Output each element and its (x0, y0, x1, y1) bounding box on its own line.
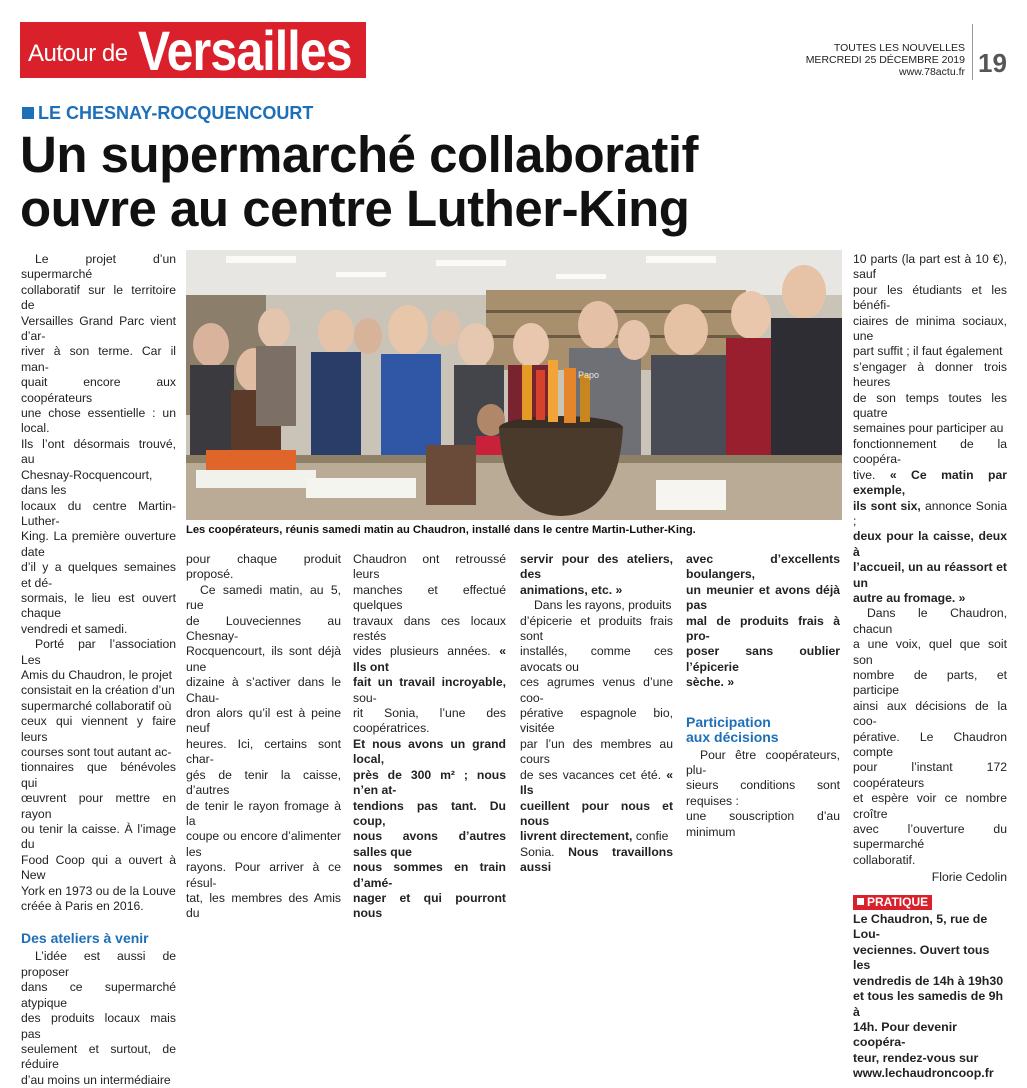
text-line: avec l’ouverture du supermarché (853, 822, 1007, 852)
banner-small-text: Autour de (28, 40, 128, 67)
text-line: pour chaque produit proposé. (186, 552, 341, 582)
text-line: Food Coop qui a ouvert à New (21, 852, 176, 883)
quote-text: deux pour la caisse, deux à (853, 529, 1007, 559)
section-square-icon (22, 107, 34, 119)
text-line: pour l’instant 172 coopérateurs (853, 760, 1007, 790)
banner-city-name: Versailles (138, 19, 352, 82)
text-line: a une voix, quel que soit son (853, 637, 1007, 667)
quote-text: Nous travaillons aussi (520, 844, 673, 875)
text-line: semaines pour participer au (853, 421, 1004, 436)
page-number: 19 (978, 48, 1007, 78)
pratique-tag (853, 895, 932, 910)
text-line: supermarché collaboratif où (21, 698, 172, 713)
text-line: tive. (853, 467, 876, 482)
text-line: sormais, le lieu est ouvert chaque (21, 590, 176, 621)
text-line: Ce samedi matin, au 5, rue (186, 582, 341, 613)
section-label (22, 103, 313, 124)
quote-text: animations, etc. » (520, 582, 623, 597)
article-column-2 (186, 552, 341, 922)
text-line: s’engager à donner trois heures (853, 359, 1007, 390)
text-line: créée à Paris en 2016. (21, 899, 144, 914)
text-line: et tous les samedis de 9h à (853, 989, 1004, 1019)
article-photo (186, 250, 842, 520)
text-line: dron alors qu’il est à peine neuf (186, 706, 341, 736)
subheading-line: aux décisions (686, 728, 779, 745)
text-line: gés de tenir la caisse, d’autres (186, 767, 341, 798)
publication-info (806, 42, 965, 78)
text-line: teur, rendez-vous sur (853, 1050, 979, 1065)
text-line: courses sont tout autant ac- (21, 745, 172, 759)
quote-text: servir pour des ateliers, des (520, 552, 673, 582)
photo-shirt-text: Papo (578, 370, 600, 380)
text-line: part suffit ; il faut également (853, 344, 1003, 359)
text-line: pérative. Le Chaudron compte (853, 729, 1007, 759)
text-line: sieurs conditions sont requises : (686, 778, 840, 808)
text-line: Chaudron ont retroussé leurs (353, 552, 506, 582)
quote-text: poser sans oublier l’épicerie (686, 644, 840, 674)
quote-text: près de 300 m² ; nous n’en at- (353, 767, 506, 798)
text-line: quait encore aux coopérateurs (21, 375, 176, 405)
quote-text: sèche. » (686, 675, 735, 690)
article-column-1 (21, 252, 176, 1088)
text-line: Rocquencourt, ils sont déjà une (186, 644, 341, 674)
quote-text: mal de produits frais à pro- (686, 613, 840, 644)
pratique-box (853, 895, 1007, 1082)
pratique-square-icon (857, 898, 864, 905)
headline-line-1: Un supermarché collaboratif (20, 126, 699, 183)
subheading-participation (686, 715, 840, 745)
text-line: nombre de parts, et participe (853, 667, 1007, 698)
text-line: ou tenir la caisse. À l’image du (21, 822, 176, 852)
text-line: Ils l’ont désormais trouvé, au (21, 436, 176, 467)
section-label-text: LE CHESNAY-ROCQUENCOURT (38, 103, 314, 123)
text-line: dans ce supermarché atypique (21, 980, 176, 1010)
text-line: confie (635, 829, 669, 844)
text-line: une souscription d’au minimum (686, 809, 840, 839)
text-line: des produits locaux mais pas (21, 1011, 176, 1041)
text-line: locaux du centre Martin-Luther- (21, 498, 176, 528)
text-line: seulement et surtout, de réduire (21, 1041, 176, 1072)
text-line: dizaine à s’activer dans le Chau- (186, 675, 341, 705)
header-divider (972, 24, 973, 80)
text-line: Le Chaudron, 5, rue de Lou- (853, 912, 988, 942)
text-line: Dans le Chaudron, chacun (853, 606, 1007, 636)
article-headline (20, 128, 1010, 236)
text-line: manches et effectué quelques (353, 582, 506, 613)
pratique-label: PRATIQUE (867, 894, 929, 909)
text-line: annonce Sonia ; (853, 498, 1007, 528)
text-line: L’idée est aussi de proposer (21, 949, 176, 979)
text-line: ciaires de minima sociaux, une (853, 313, 1007, 344)
text-line: de ses vacances cet été. (520, 767, 662, 782)
text-line: Sonia. (520, 844, 555, 859)
text-line: œuvrent pour mettre en rayon (21, 791, 176, 821)
text-line: collaboratif sur le territoire de (21, 282, 176, 313)
text-line: ces agrumes venus d’une coo- (520, 675, 673, 705)
text-line: d’épicerie et produits frais sont (520, 613, 673, 644)
text-line: tat, les membres des Amis du (186, 890, 341, 921)
quote-text: « Ils (520, 767, 673, 798)
text-line: York en 1973 ou de la Louve (21, 883, 176, 898)
text-line: Chesnay-Rocquencourt, dans les (21, 467, 153, 498)
quote-text: nous avons d’autres salles que (353, 829, 506, 859)
subheading-ateliers: Des ateliers à venir (21, 930, 149, 947)
text-line: pérative espagnole bio, visitée (520, 706, 673, 736)
quote-text: l’accueil, un au réassort et un (853, 560, 1007, 590)
subheading-line: Participation (686, 713, 771, 730)
quote-text: un meunier et avons déjà pas (686, 582, 840, 613)
publication-name: TOUTES LES NOUVELLES (833, 42, 965, 54)
text-line: Pour être coopérateurs, plu- (686, 747, 840, 778)
photo-caption: Les coopérateurs, réunis samedi matin au Chaudron, installé dans le centre Martin-Luther-King. (186, 524, 696, 536)
publication-date: MERCREDI 25 DÉCEMBRE 2019 (805, 54, 965, 66)
text-line: veciennes. Ouvert tous les (853, 942, 990, 973)
text-line: Dans les rayons, produits (534, 598, 672, 613)
text-line: pour les étudiants et les bénéfi- (853, 282, 1007, 313)
text-line: de tenir le rayon fromage à la (186, 798, 341, 828)
text-line: collaboratif. (853, 852, 916, 867)
text-line: fonctionnement de la coopéra- (853, 436, 1007, 467)
text-line: vendredis de 14h à 19h30 (853, 973, 1004, 988)
quote-text: livrent directement, (520, 829, 633, 844)
article-column-5 (686, 552, 840, 840)
text-line: vides plusieurs années. (353, 644, 491, 659)
text-line: et espère voir ce nombre croître (853, 791, 1007, 821)
text-line: 10 parts (la part est à 10 €), sauf (853, 252, 1007, 282)
quote-text: ils sont six, (853, 498, 921, 513)
text-line: Porté par l’association Les (21, 637, 176, 667)
quote-text: nager et qui pourront nous (353, 890, 506, 921)
text-line: vendredi et samedi. (21, 621, 128, 636)
section-banner (20, 19, 366, 82)
text-line: sou- (353, 690, 377, 705)
text-line: King. La première ouverture date (21, 529, 176, 559)
text-line: d’il y a quelques semaines et dé- (21, 560, 176, 590)
text-line: par l’un des membres au cours (520, 736, 673, 767)
quote-text: « Ils ont (353, 644, 506, 674)
text-line: heures. Ici, certains sont char- (186, 736, 341, 767)
pratique-info (853, 912, 1007, 1081)
text-line: ainsi aux décisions de la coo- (853, 698, 1007, 729)
text-line: coupe ou encore d’alimenter les (186, 829, 341, 859)
publication-website: www.78actu.fr (899, 66, 965, 78)
text-line: Le projet d’un supermarché (21, 252, 176, 282)
text-line: tionnaires que bénévoles qui (21, 760, 176, 790)
text-line: 14h. Pour devenir coopéra- (853, 1019, 957, 1050)
text-line: rayons. Pour arriver à ce résul- (186, 860, 341, 890)
quote-text: « Ce matin par exemple, (853, 467, 1007, 498)
text-line: de son temps toutes les quatre (853, 390, 1007, 421)
quote-text: cueillent pour nous et nous (520, 798, 673, 828)
website-link[interactable]: www.lechaudroncoop.fr (853, 1066, 994, 1081)
text-line: Amis du Chaudron, le projet (21, 667, 173, 682)
text-line: consistait en la création d’un (21, 683, 175, 698)
text-line: d’au moins un intermédiaire (21, 1072, 171, 1087)
text-line: une chose essentielle : un local. (21, 406, 176, 436)
author-signature: Florie Cedolin (931, 870, 1007, 885)
quote-text: autre au fromage. » (853, 590, 966, 605)
text-line: installés, comme ces avocats ou (520, 644, 673, 674)
text-line: ceux qui viennent y faire leurs (21, 714, 176, 744)
quote-text: nous sommes en train d’amé- (353, 860, 506, 890)
quote-text: avec d’excellents boulangers, (686, 552, 840, 582)
quote-text: fait un travail incroyable, (353, 675, 506, 690)
text-line: rit Sonia, l’une des coopératrices. (353, 706, 506, 736)
text-line: de Louveciennes au Chesnay- (186, 613, 341, 644)
text-line: travaux dans ces locaux restés (353, 613, 506, 644)
text-line: Versailles Grand Parc vient d’ar- (21, 313, 176, 344)
quote-text: Et nous avons un grand local, (353, 736, 506, 767)
article-column-6 (853, 252, 1007, 1082)
article-column-3 (353, 552, 506, 922)
article-column-4 (520, 552, 673, 876)
quote-text: tendions pas tant. Du coup, (353, 798, 506, 828)
text-line: river à son terme. Car il man- (21, 344, 176, 374)
headline-line-2: ouvre au centre Luther-King (20, 180, 690, 237)
